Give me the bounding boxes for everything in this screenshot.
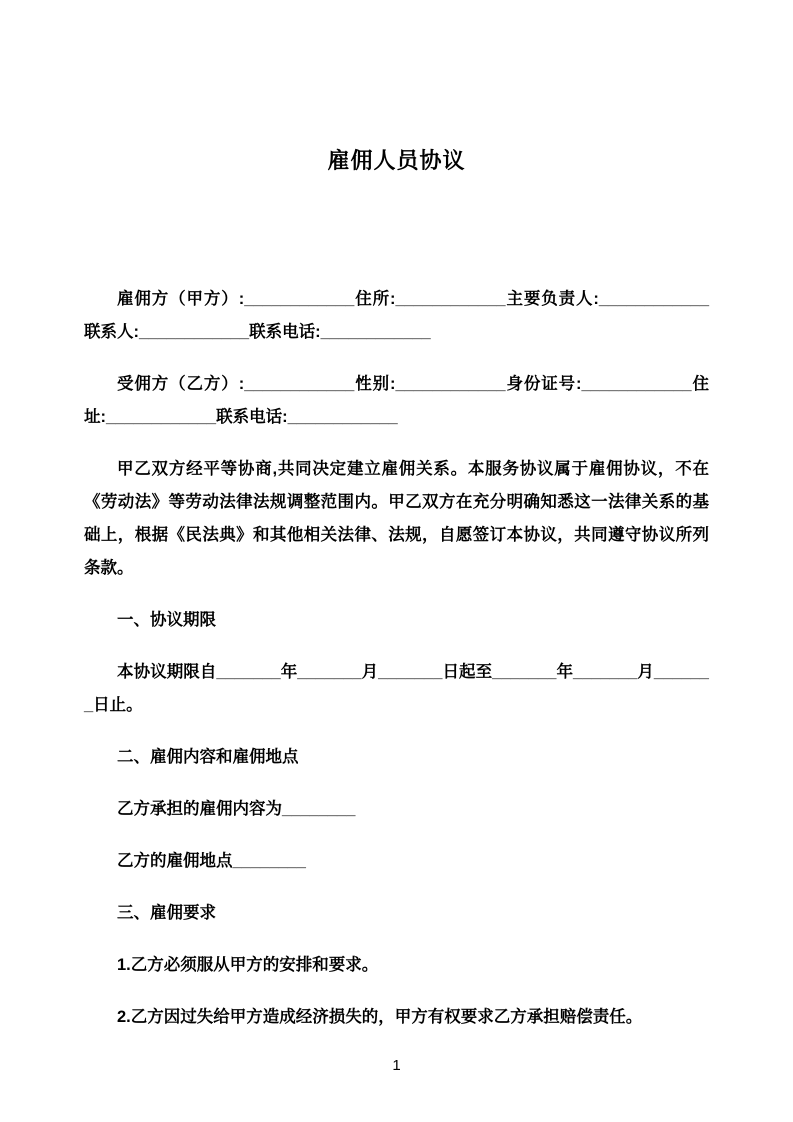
page-number: 1	[392, 1057, 401, 1074]
paragraph-section-1-term: 本协议期限自_______年_______月_______日起至_______年_______月_______日止。	[84, 663, 709, 714]
section-3-heading: 三、雇佣要求	[117, 904, 216, 922]
section-2-heading: 二、雇佣内容和雇佣地点	[117, 748, 299, 766]
paragraph-section-2-content: 乙方承担的雇佣内容为________	[117, 800, 356, 818]
paragraph-section-2-location: 乙方的雇佣地点________	[117, 852, 306, 870]
paragraph-section-3-item-1: 1.乙方必须服从甲方的安排和要求。	[117, 956, 379, 974]
paragraph-preamble: 甲乙双方经平等协商,共同决定建立雇佣关系。本服务协议属于雇佣协议，不在《劳动法》等劳动法律法规调整范围内。甲乙双方在充分明确知悉这一法律关系的基础上，根据《民法典》和其他相关法律、法规，自愿签订本协议，共同遵守协议所列条款。	[84, 460, 709, 577]
paragraph-party-b-info: 受佣方（乙方）:____________性别:____________身份证号:____________住址:____________联系电话:____________	[84, 375, 709, 426]
paragraph-party-a-info: 雇佣方（甲方）:____________住所:____________主要负责人:____________联系人:____________联系电话:____________	[84, 290, 709, 341]
paragraph-section-3-item-2: 2.乙方因过失给甲方造成经济损失的，甲方有权要求乙方承担赔偿责任。	[117, 1008, 643, 1026]
section-1-heading: 一、协议期限	[117, 611, 216, 629]
document-title: 雇佣人员协议	[327, 148, 466, 173]
